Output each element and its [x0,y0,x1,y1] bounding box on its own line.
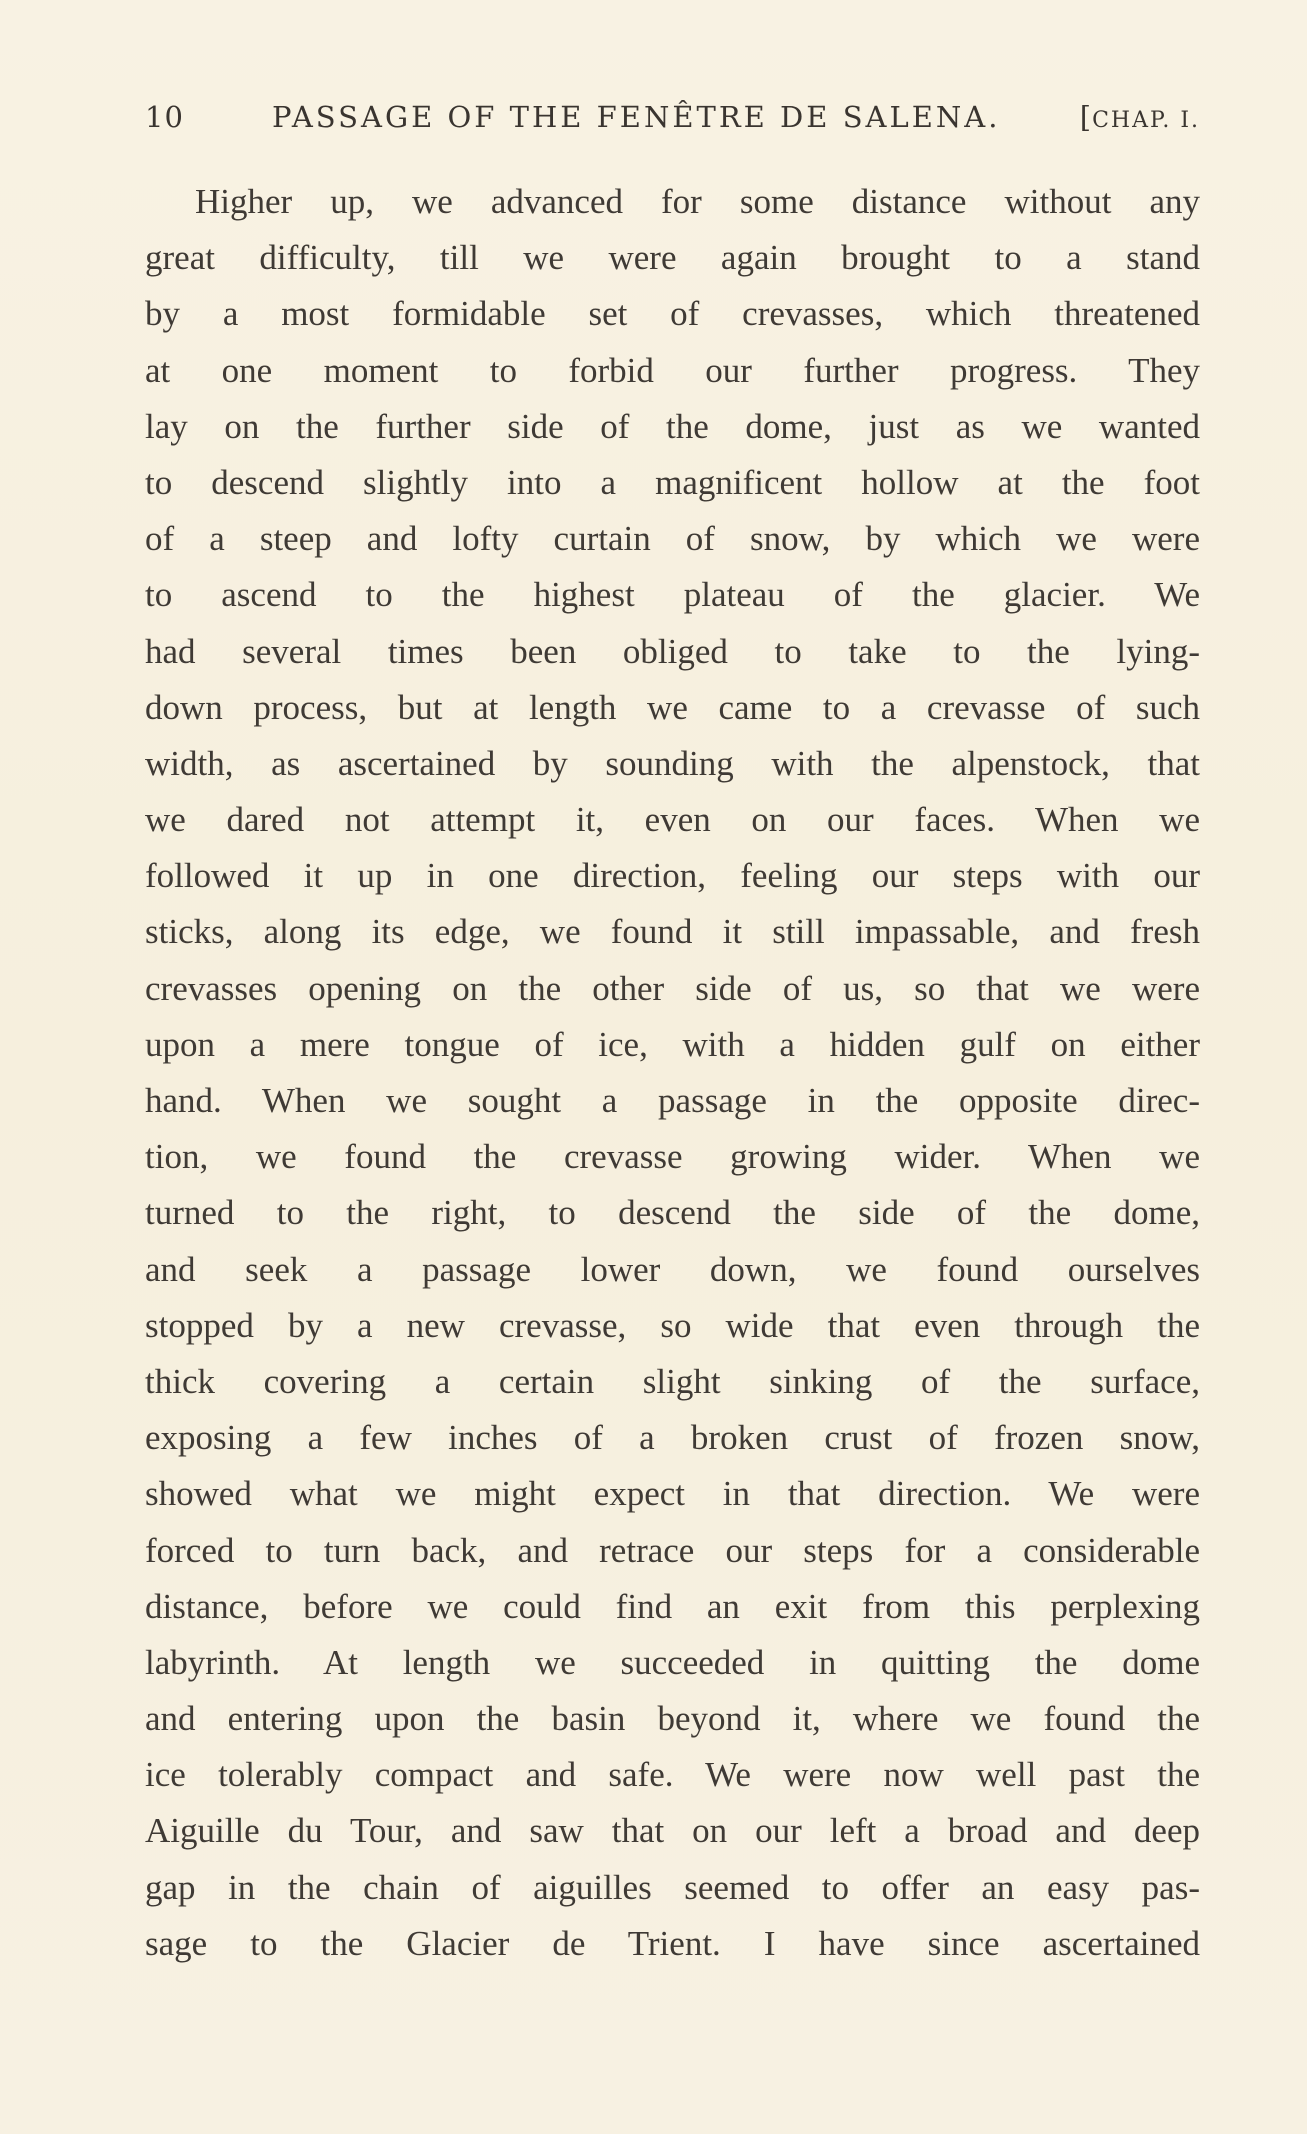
text-line: sticks, along its edge, we found it still impassable, and fresh [145,912,1200,952]
text-line: gap in the chain of aiguilles seemed to offer an easy pas- [145,1867,1200,1907]
chapter-bracket: [ [1079,100,1093,134]
text-line: we dared not attempt it, even on our faces. When we [145,800,1200,840]
running-head [145,100,1200,140]
text-line: distance, before we could find an exit from this perplexing [145,1586,1200,1626]
text-line: lay on the further side of the dome, just as we wanted [145,406,1200,446]
text-line: tion, we found the crevasse growing wider. When we [145,1137,1200,1177]
running-title: PASSAGE OF THE FENÊTRE DE SALENA. [272,100,1001,134]
text-line: to descend slightly into a magnificent hollow at the foot [145,462,1200,502]
text-line: width, as ascertained by sounding with the alpenstock, that [145,743,1200,783]
body-text [145,174,1200,1972]
text-line: labyrinth. At length we succeeded in quitting the dome [145,1642,1200,1682]
text-line: great difficulty, till we were again brought to a stand [145,238,1200,278]
text-line: had several times been obliged to take to the lying- [145,631,1200,671]
text-line: followed it up in one direction, feeling our steps with our [145,856,1200,896]
text-line: crevasses opening on the other side of us, so that we were [145,968,1200,1008]
text-line: stopped by a new crevasse, so wide that even through the [145,1305,1200,1345]
text-line: and entering upon the basin beyond it, where we found the [145,1699,1200,1739]
text-line: at one moment to forbid our further progress. They [145,350,1200,390]
text-line: to ascend to the highest plateau of the glacier. We [145,575,1200,615]
chapter-label [1080,100,1200,134]
text-line: thick covering a certain slight sinking of the surface, [145,1361,1200,1401]
text-line: forced to turn back, and retrace our steps for a considerable [145,1530,1200,1570]
text-line: sage to the Glacier de Trient. I have since ascertained [145,1923,1200,1963]
text-line: down process, but at length we came to a crevasse of such [145,687,1200,727]
text-line: of a steep and lofty curtain of snow, by which we were [145,519,1200,559]
text-line: by a most formidable set of crevasses, which threatened [145,294,1200,334]
text-line: ice tolerably compact and safe. We were now well past the [145,1755,1200,1795]
text-line: showed what we might expect in that direction. We were [145,1474,1200,1514]
page-number: 10 [145,100,184,134]
text-line: exposing a few inches of a broken crust of frozen snow, [145,1418,1200,1458]
text-line: Aiguille du Tour, and saw that on our left a broad and deep [145,1811,1200,1851]
text-line: upon a mere tongue of ice, with a hidden gulf on either [145,1024,1200,1064]
text-line: hand. When we sought a passage in the opposite direc- [145,1081,1200,1120]
text-line: turned to the right, to descend the side of the dome, [145,1193,1200,1233]
text-line: Higher up, we advanced for some distance without any [195,182,1200,221]
text-line: and seek a passage lower down, we found ourselves [145,1249,1200,1289]
chapter-text: CHAP. I. [1092,108,1200,133]
